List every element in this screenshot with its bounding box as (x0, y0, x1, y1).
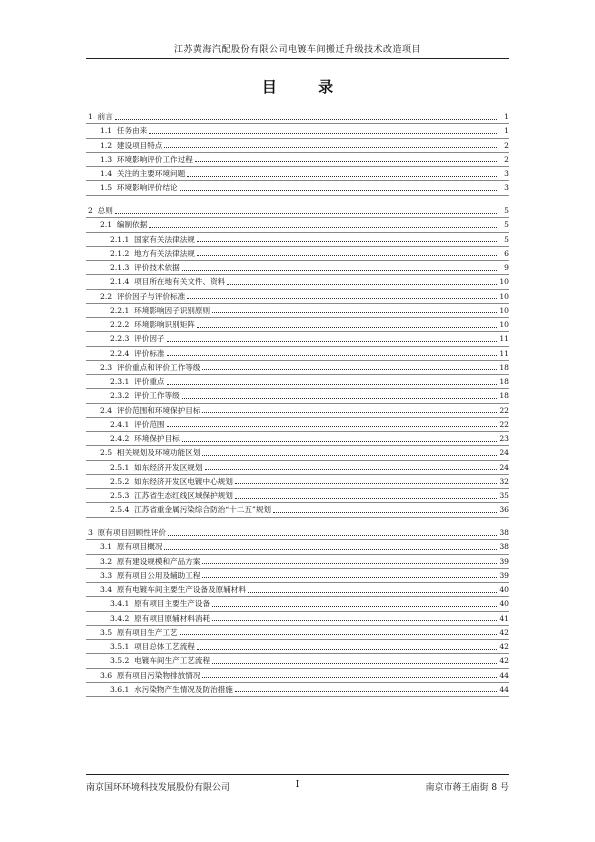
toc-leader-dots (164, 147, 497, 148)
toc-leader-dots (149, 227, 497, 228)
toc-entry-page: 42 (499, 656, 509, 666)
toc-entry-label: 评价因子与评价标准 (116, 291, 186, 301)
toc-entry[interactable] (86, 181, 509, 195)
toc-entry[interactable] (86, 640, 509, 654)
toc-leader-dots (227, 284, 497, 285)
toc-entry[interactable] (86, 124, 509, 138)
toc-entry-number: 2.1.1 (110, 234, 130, 244)
toc-entry-number: 2.2.1 (110, 305, 130, 315)
toc-entry-number: 3.5 (100, 627, 113, 637)
toc-leader-dots (115, 213, 497, 214)
toc-entry-number: 3.4 (100, 585, 113, 594)
toc-entry-page: 18 (499, 391, 509, 401)
toc-entry-number: 2.2.4 (110, 348, 130, 358)
toc-leader-dots (180, 190, 497, 191)
toc-entry-number: 1.5 (100, 183, 113, 193)
toc-entry-label: 评价标准 (134, 348, 165, 358)
toc-entry-label: 如东经济开发区规划 (134, 462, 203, 472)
toc-entry[interactable] (86, 418, 509, 432)
toc-leader-dots (115, 119, 497, 120)
toc-entry-label: 国家有关法律法规 (134, 234, 195, 244)
toc-entry[interactable] (86, 275, 509, 289)
toc-leader-dots (235, 483, 497, 484)
toc-entry-page: 18 (499, 377, 509, 386)
toc-entry[interactable] (86, 404, 509, 418)
toc-entry[interactable] (86, 139, 509, 153)
toc-leader-dots (182, 270, 497, 271)
toc-leader-dots (273, 512, 497, 513)
toc-entry-label: 总则 (97, 206, 113, 215)
toc-entry-label: 如东经济开发区电镀中心规划 (134, 476, 233, 486)
toc-entry-label: 江苏省生态红线区域保护规划 (134, 491, 233, 500)
toc-entry-number: 2.1.2 (110, 248, 130, 258)
toc-entry[interactable] (86, 361, 509, 375)
toc-entry-page: 22 (499, 419, 509, 429)
toc-leader-dots (197, 255, 497, 256)
toc-entry-number: 2.5 (100, 448, 113, 458)
toc-entry-page: 2 (504, 154, 509, 164)
toc-entry-page: 3 (504, 183, 509, 193)
toc-entry-number: 1 (88, 112, 93, 121)
toc-entry-page: 39 (499, 570, 509, 580)
toc-entry-label: 相关规划及环境功能区划 (116, 448, 201, 458)
toc-entry-page: 39 (499, 556, 509, 566)
toc-leader-dots (167, 341, 497, 342)
toc-entry[interactable] (86, 503, 509, 517)
toc-entry-number: 1.3 (100, 154, 113, 164)
toc-entry-label: 评价工作等级 (134, 391, 180, 401)
toc-entry-number: 2.1.4 (110, 277, 130, 287)
toc-entry-number: 2.4 (100, 405, 113, 415)
toc-entry[interactable] (86, 654, 509, 668)
header-divider (86, 58, 509, 59)
toc-entry[interactable] (86, 583, 509, 597)
toc-leader-dots (187, 298, 497, 299)
toc-entry-number: 2.1 (100, 220, 113, 230)
toc-entry-page: 10 (499, 291, 509, 301)
toc-entry-number: 2 (88, 206, 93, 215)
toc-entry-number: 2.4.2 (110, 434, 130, 443)
toc-entry-page: 24 (499, 462, 509, 472)
toc-entry-number: 2.5.4 (110, 505, 130, 515)
toc-entry-number: 2.2.3 (110, 334, 130, 344)
toc-leader-dots (197, 241, 497, 242)
toc-leader-dots (195, 161, 497, 162)
toc-entry-label: 环境影响评价结论 (116, 183, 178, 193)
footer-divider (86, 774, 509, 775)
toc-entry-page: 5 (504, 234, 509, 244)
toc-entry-page: 10 (499, 305, 509, 315)
toc-entry-page: 10 (499, 277, 509, 287)
footer-page-number: I (295, 780, 300, 790)
toc-entry[interactable] (86, 540, 509, 554)
toc-entry-label: 地方有关法律法规 (134, 248, 195, 258)
toc-entry-number: 2.5.3 (110, 491, 130, 500)
toc-entry[interactable] (86, 233, 509, 247)
toc-entry-number: 1.4 (100, 169, 113, 178)
toc-entry[interactable] (86, 347, 509, 361)
toc-entry-number: 3.4.2 (110, 613, 130, 623)
toc-entry-label: 环境影响因子识别原则 (134, 305, 211, 315)
toc-leader-dots (167, 426, 497, 427)
toc-entry-label: 电镀车间生产工艺流程 (134, 656, 211, 666)
toc-entry-page: 38 (499, 528, 509, 537)
toc-entry-page: 42 (499, 627, 509, 637)
toc-entry-number: 3.5.2 (110, 656, 130, 666)
toc-leader-dots (202, 412, 497, 413)
toc-entry-page: 24 (499, 448, 509, 458)
toc-title: 目 录 (261, 78, 352, 96)
toc-entry-number: 3.5.1 (110, 642, 130, 651)
toc-entry-label: 关注的主要环境问题 (116, 169, 186, 178)
toc-entry-number: 3.3 (100, 570, 113, 580)
toc-leader-dots (212, 606, 497, 607)
toc-entry-page: 44 (499, 670, 509, 680)
toc-entry-number: 2.3 (100, 362, 113, 372)
toc-entry-label: 任务由来 (116, 126, 148, 136)
toc-leader-dots (202, 577, 497, 578)
toc-entry-label: 编制依据 (116, 220, 148, 230)
toc-leader-dots (164, 549, 497, 550)
toc-entry-page: 42 (499, 642, 509, 651)
toc-entry-label: 原有项目原辅材料消耗 (134, 613, 211, 623)
toc-leader-dots (212, 312, 497, 313)
toc-entry-number: 2.2 (100, 291, 113, 301)
toc-entry-number: 3.2 (100, 556, 113, 566)
toc-entry-page: 35 (499, 491, 509, 500)
toc-entry[interactable] (86, 683, 509, 697)
toc-entry-number: 1.1 (100, 126, 113, 136)
toc-entry-page: 18 (499, 362, 509, 372)
toc-entry-label: 原有项目回顾性评价 (97, 528, 167, 537)
toc-entry-page: 1 (504, 112, 509, 121)
toc-entry-number: 3.6.1 (110, 684, 130, 694)
toc-entry-number: 3.1 (100, 542, 113, 552)
toc-entry[interactable] (86, 612, 509, 626)
toc-leader-dots (212, 663, 497, 664)
toc-leader-dots (212, 620, 497, 621)
toc-entry[interactable] (86, 261, 509, 275)
toc-entry-page: 38 (499, 542, 509, 552)
toc-leader-dots (235, 498, 497, 499)
toc-entry[interactable] (86, 304, 509, 318)
toc-entry-page: 2 (504, 140, 509, 150)
toc-entry[interactable] (86, 332, 509, 346)
toc-leader-dots (235, 691, 497, 692)
toc-entry-page: 40 (499, 599, 509, 609)
toc-entry-number: 2.1.3 (110, 263, 130, 272)
toc-entry[interactable] (86, 375, 509, 389)
toc-entry-number: 3.4.1 (110, 599, 130, 609)
toc-entry[interactable] (86, 247, 509, 261)
toc-leader-dots (197, 649, 497, 650)
toc-entry-number: 3.6 (100, 670, 113, 680)
toc-entry-page: 11 (499, 348, 509, 358)
toc-entry-label: 评价因子 (134, 334, 165, 344)
toc-entry[interactable] (86, 555, 509, 569)
toc-entry[interactable] (86, 204, 509, 218)
toc-entry-number: 2.2.2 (110, 320, 130, 329)
toc-entry-page: 5 (504, 220, 509, 230)
toc-entry[interactable] (86, 626, 509, 640)
toc-entry-label: 原有项目生产工艺 (116, 627, 178, 637)
toc-entry[interactable] (86, 432, 509, 446)
toc-entry-label: 江苏省重金属污染综合防治“十二五”规划 (134, 505, 272, 515)
toc-entry[interactable] (86, 218, 509, 232)
toc-entry-label: 评价范围和环境保护目标 (116, 405, 201, 415)
toc-entry[interactable] (86, 389, 509, 403)
toc-leader-dots (202, 563, 497, 564)
toc-entry[interactable] (86, 461, 509, 475)
toc-leader-dots (202, 455, 497, 456)
toc-entry-label: 项目所在地有关文件、资料 (134, 277, 226, 287)
toc-entry-page: 9 (504, 263, 509, 272)
toc-entry[interactable] (86, 569, 509, 583)
toc-entry-page: 40 (499, 585, 509, 594)
toc-entry-label: 项目总体工艺流程 (134, 642, 195, 651)
toc-entry[interactable] (86, 597, 509, 611)
toc-entry[interactable] (86, 167, 509, 181)
toc-entry-label: 评价重点和评价工作等级 (116, 362, 201, 372)
toc-entry-number: 2.3.1 (110, 377, 130, 386)
toc-entry-label: 原有项目公用及辅助工程 (116, 570, 201, 580)
toc-leader-dots (202, 677, 497, 678)
toc-leader-dots (205, 469, 498, 470)
toc-entry[interactable] (86, 446, 509, 460)
toc-entry[interactable] (86, 475, 509, 489)
toc-entry-page: 36 (499, 505, 509, 515)
toc-leader-dots (180, 634, 497, 635)
toc-entry-label: 建设项目特点 (116, 140, 163, 150)
toc-entry-number: 2.4.1 (110, 419, 130, 429)
toc-entry-number: 1.2 (100, 140, 113, 150)
toc-entry[interactable] (86, 489, 509, 503)
toc-leader-dots (167, 355, 497, 356)
toc-leader-dots (248, 592, 497, 593)
toc-entry-page: 41 (499, 613, 509, 623)
toc-leader-dots (202, 369, 497, 370)
toc-entry[interactable] (86, 669, 509, 683)
running-header: 江苏黄海汽配股份有限公司电镀车间搬迁升级技术改造项目 (173, 45, 421, 55)
toc-entry-page: 3 (504, 169, 509, 178)
toc-entry[interactable] (86, 110, 509, 124)
toc-entry-page: 44 (499, 684, 509, 694)
toc-entry-label: 原有建设规模和产品方案 (116, 556, 201, 566)
footer-address: 南京市蒋王庙街 8 号 (425, 783, 509, 793)
toc-entry[interactable] (86, 153, 509, 167)
toc-entry-page: 6 (504, 248, 509, 258)
toc-entry-page: 22 (499, 405, 509, 415)
footer-company: 南京国环环境科技发展股份有限公司 (86, 783, 231, 793)
toc-entry-label: 原有项目主要生产设备 (134, 599, 211, 609)
table-of-contents (86, 110, 509, 697)
toc-entry-label: 原有项目概况 (116, 542, 163, 552)
toc-entry[interactable] (86, 290, 509, 304)
toc-entry-label: 评价重点 (134, 377, 165, 386)
toc-section-gap (86, 518, 509, 527)
toc-entry-page: 1 (504, 126, 509, 136)
toc-leader-dots (197, 327, 497, 328)
toc-entry-label: 评价技术依据 (134, 263, 180, 272)
toc-entry-label: 原有电镀车间主要生产设备及原辅材料 (116, 585, 246, 594)
toc-leader-dots (149, 133, 497, 134)
toc-entry-label: 原有项目污染物排放情况 (116, 670, 201, 680)
toc-entry-page: 5 (504, 206, 509, 215)
toc-entry-number: 3 (88, 528, 93, 537)
toc-entry-page: 11 (499, 334, 509, 344)
toc-leader-dots (167, 384, 497, 385)
toc-entry-page: 32 (499, 476, 509, 486)
toc-entry-label: 环境影响识别矩阵 (134, 320, 195, 329)
toc-entry[interactable] (86, 318, 509, 332)
toc-entry-number: 2.5.1 (110, 462, 130, 472)
toc-leader-dots (187, 176, 497, 177)
toc-entry-label: 前言 (97, 112, 113, 121)
toc-entry-number: 2.3.2 (110, 391, 130, 401)
toc-leader-dots (182, 398, 497, 399)
toc-section-gap (86, 196, 509, 205)
toc-entry-page: 10 (499, 320, 509, 329)
toc-entry-label: 水污染物产生情况及防治措施 (134, 684, 233, 694)
toc-leader-dots (182, 441, 497, 442)
toc-entry-page: 23 (499, 434, 509, 443)
toc-entry[interactable] (86, 526, 509, 540)
toc-leader-dots (168, 535, 497, 536)
toc-entry-label: 环境保护目标 (134, 434, 180, 443)
toc-entry-number: 2.5.2 (110, 476, 130, 486)
toc-entry-label: 环境影响评价工作过程 (116, 154, 193, 164)
toc-entry-label: 评价范围 (134, 419, 165, 429)
